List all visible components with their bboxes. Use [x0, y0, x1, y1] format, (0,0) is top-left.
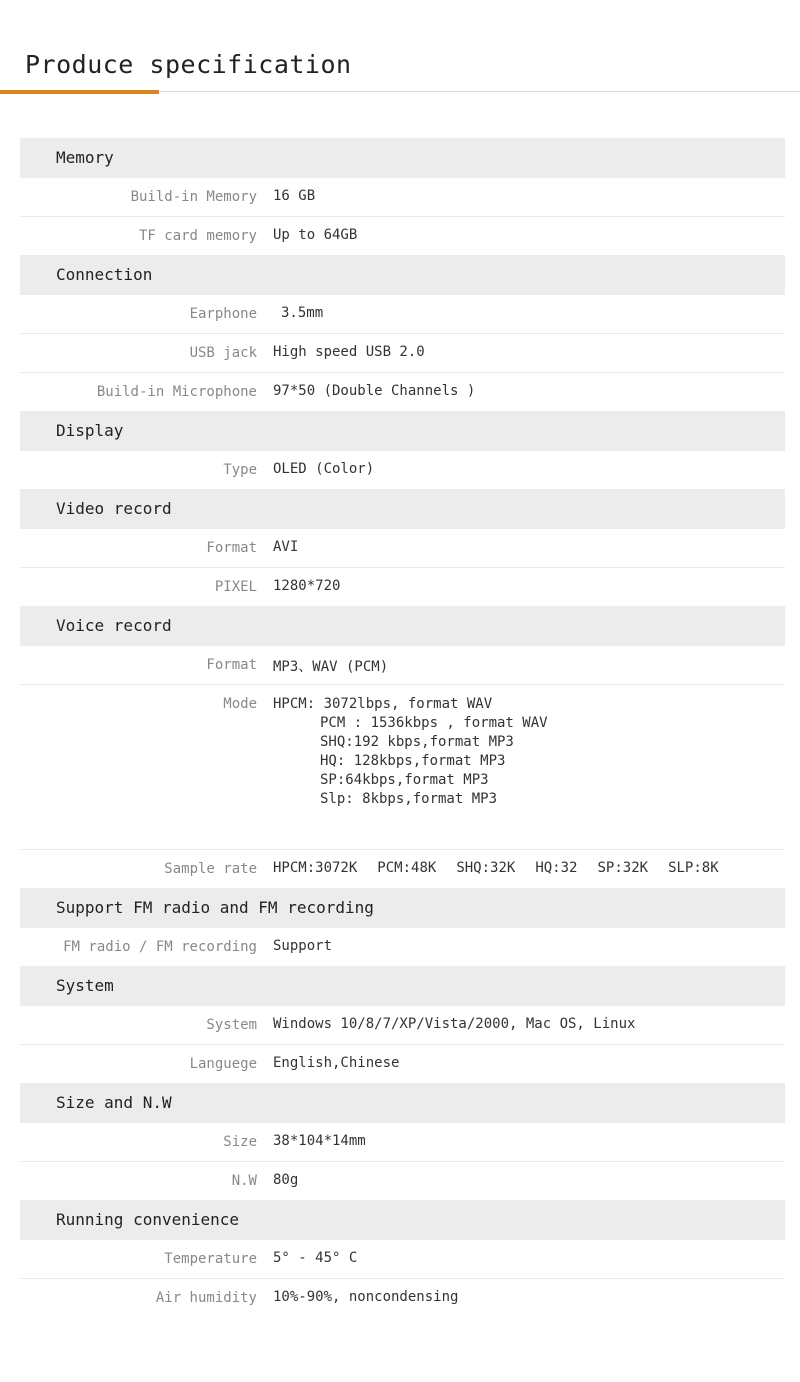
spec-value: 38*104*14mm	[273, 1133, 366, 1149]
section-video-record: Video record	[20, 489, 785, 529]
mode-line: SP:64kbps,format MP3	[320, 772, 489, 788]
spec-row-video-pixel	[20, 568, 785, 606]
spec-row-sample-rate	[20, 850, 785, 888]
spec-label: Format	[206, 657, 257, 673]
spec-table	[20, 138, 785, 1317]
sample-rate-item: SLP:8K	[668, 860, 719, 876]
spec-row-system	[20, 1006, 785, 1045]
spec-row-video-format	[20, 529, 785, 568]
spec-label: Format	[206, 540, 257, 556]
section-size-weight: Size and N.W	[20, 1083, 785, 1123]
spec-row-temperature	[20, 1240, 785, 1279]
spec-row-tf-card	[20, 217, 785, 255]
spec-label: Mode	[223, 696, 257, 712]
spec-label: TF card memory	[138, 228, 257, 244]
spec-label: Languege	[189, 1056, 257, 1072]
page-title: Produce specification	[25, 50, 352, 79]
mode-line: HPCM: 3072lbps, format WAV	[273, 696, 493, 712]
spec-value: OLED (Color)	[273, 461, 375, 477]
spec-value: 10%-90%, noncondensing	[273, 1289, 459, 1305]
section-connection: Connection	[20, 255, 785, 295]
spec-row-display-type	[20, 451, 785, 489]
section-system: System	[20, 966, 785, 1006]
spec-label: Type	[223, 462, 257, 478]
sample-rate-item: HQ:32	[535, 860, 578, 876]
spec-row-humidity	[20, 1279, 785, 1317]
spec-label: Sample rate	[164, 861, 257, 877]
spec-label: Earphone	[189, 306, 257, 322]
spec-value: Windows 10/8/7/XP/Vista/2000, Mac OS, Linux	[273, 1016, 636, 1032]
mode-line: Slp: 8kbps,format MP3	[320, 791, 498, 807]
section-voice-record: Voice record	[20, 606, 785, 646]
spec-value: 3.5mm	[281, 305, 324, 321]
spec-row-earphone	[20, 295, 785, 334]
mode-line: HQ: 128kbps,format MP3	[320, 753, 506, 769]
spec-row-voice-mode	[20, 685, 785, 850]
spec-value: High speed USB 2.0	[273, 344, 425, 360]
sample-rate-item: HPCM:3072K	[273, 860, 358, 876]
spec-label: Size	[223, 1134, 257, 1150]
spec-row-microphone	[20, 373, 785, 411]
spec-value-sample-rates	[257, 850, 785, 888]
mode-line: PCM : 1536kbps , format WAV	[320, 715, 548, 731]
spec-label: Air humidity	[155, 1290, 257, 1306]
sample-rate-item: SP:32K	[597, 860, 649, 876]
spec-label: Temperature	[164, 1251, 257, 1267]
spec-row-build-in-memory	[20, 178, 785, 217]
spec-value: English,Chinese	[273, 1055, 400, 1071]
title-accent-bar	[0, 90, 159, 94]
spec-value: 1280*720	[273, 578, 341, 594]
spec-value: 80g	[273, 1172, 299, 1188]
spec-row-size	[20, 1123, 785, 1162]
spec-value: Support	[273, 938, 333, 954]
spec-row-language	[20, 1045, 785, 1083]
sample-rate-item: SHQ:32K	[456, 860, 516, 876]
spec-label: Build-in Memory	[130, 189, 257, 205]
section-running-convenience: Running convenience	[20, 1200, 785, 1240]
spec-label: System	[206, 1017, 257, 1033]
spec-value: 16 GB	[273, 188, 316, 204]
spec-row-net-weight	[20, 1162, 785, 1200]
spec-value: 5° - 45° C	[273, 1250, 358, 1266]
spec-value: Up to 64GB	[273, 227, 358, 243]
spec-label: N.W	[231, 1173, 257, 1189]
spec-label: PIXEL	[214, 579, 257, 595]
spec-row-fm	[20, 928, 785, 966]
section-fm-radio: Support FM radio and FM recording	[20, 888, 785, 928]
mode-line: SHQ:192 kbps,format MP3	[320, 734, 514, 750]
spec-label: USB jack	[189, 345, 257, 361]
section-display: Display	[20, 411, 785, 451]
spec-value: MP3、WAV (PCM)	[273, 659, 389, 675]
spec-label: Build-in Microphone	[96, 384, 257, 400]
spec-value: AVI	[273, 539, 299, 555]
spec-row-usb-jack	[20, 334, 785, 373]
sample-rate-item: PCM:48K	[377, 860, 437, 876]
spec-row-voice-format	[20, 646, 785, 685]
spec-value: 97*50 (Double Channels )	[273, 383, 476, 399]
section-memory: Memory	[20, 138, 785, 178]
spec-value-mode	[257, 685, 785, 849]
spec-label: FM radio / FM recording	[63, 939, 257, 955]
